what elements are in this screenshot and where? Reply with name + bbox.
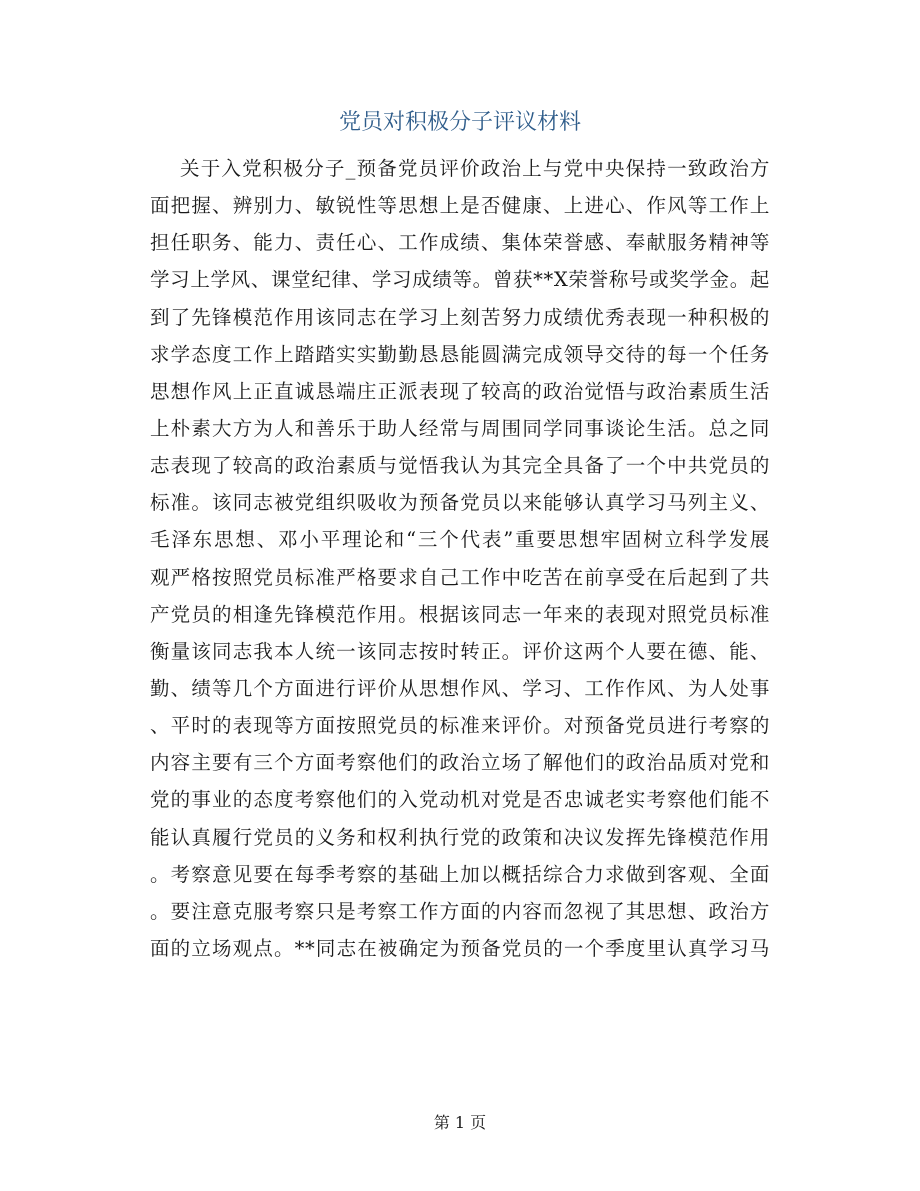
body-line: 勤、绩等几个方面进行评价从思想作风、学习、工作作风、为人处事 [150,676,770,700]
body-line: 、平时的表现等方面按照党员的标准来评价。对预备党员进行考察的 [150,714,770,738]
body-line: 。要注意克服考察只是考察工作方面的内容而忽视了其思想、政治方 [150,899,770,923]
body-line: 。考察意见要在每季考察的基础上加以概括综合力求做到客观、全面 [150,862,770,886]
body-line: 担任职务、能力、责任心、工作成绩、集体荣誉感、奉献服务精神等 [150,231,770,255]
document-title: 党员对积极分子评议材料 [338,110,581,135]
body-line: 能认真履行党员的义务和权利执行党的政策和决议发挥先锋模范作用 [150,825,770,849]
body-line: 求学态度工作上踏踏实实勤勤恳恳能圆满完成领导交待的每一个任务 [150,342,770,366]
body-line: 党的事业的态度考察他们的入党动机对党是否忠诚老实考察他们能不 [150,788,770,812]
body-line: 产党员的相逢先锋模范作用。根据该同志一年来的表现对照党员标准 [150,602,770,626]
page-number: 第 1 页 [433,1113,487,1132]
body-line: 关于入党积极分子_预备党员评价政治上与党中央保持一致政治方 [180,157,770,180]
body-line: 上朴素大方为人和善乐于助人经常与周围同学同事谈论生活。总之同 [150,416,770,440]
document-body [150,150,770,967]
body-line: 志表现了较高的政治素质与觉悟我认为其完全具备了一个中共党员的 [150,454,770,478]
body-line: 思想作风上正直诚恳端庄正派表现了较高的政治觉悟与政治素质生活 [150,379,770,403]
body-line: 衡量该同志我本人统一该同志按时转正。评价这两个人要在德、能、 [150,639,770,663]
body-line: 到了先锋模范作用该同志在学习上刻苦努力成绩优秀表现一种积极的 [150,305,770,329]
body-line: 面把握、辨别力、敏锐性等思想上是否健康、上进心、作风等工作上 [150,194,770,218]
body-line: 内容主要有三个方面考察他们的政治立场了解他们的政治品质对党和 [150,751,770,775]
body-line: 标准。该同志被党组织吸收为预备党员以来能够认真学习马列主义、 [150,491,770,515]
body-line: 面的立场观点。**同志在被确定为预备党员的一个季度里认真学习马 [150,936,770,960]
body-line: 毛泽东思想、邓小平理论和“三个代表”重要思想牢固树立科学发展 [150,528,770,552]
body-line: 学习上学风、课堂纪律、学习成绩等。曾获**X荣誉称号或奖学金。起 [150,268,770,292]
body-line: 观严格按照党员标准严格要求自己工作中吃苦在前享受在后起到了共 [150,565,770,589]
